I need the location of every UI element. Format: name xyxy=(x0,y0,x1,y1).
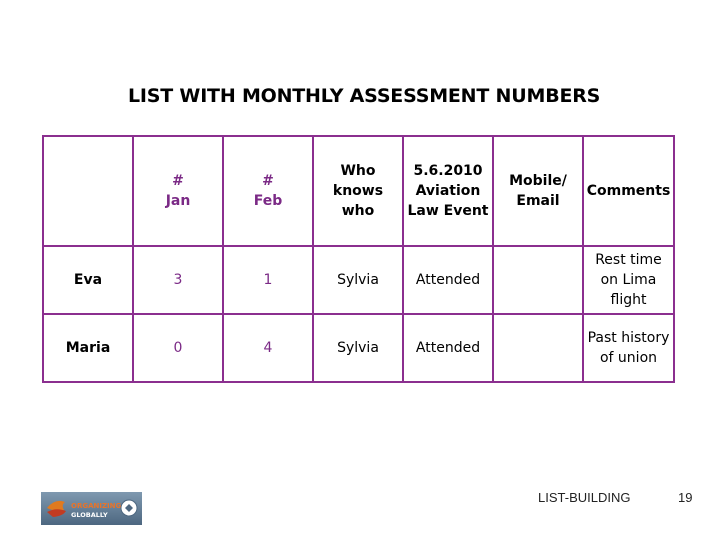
svg-text:GLOBALLY: GLOBALLY xyxy=(71,511,108,519)
row-name: Eva xyxy=(43,246,133,314)
header-comments: Comments xyxy=(583,136,674,246)
row-feb-value: 4 xyxy=(223,314,313,382)
row-event-status: Attended xyxy=(403,314,493,382)
row-name: Maria xyxy=(43,314,133,382)
row-comment: Past history of union xyxy=(583,314,674,382)
row-jan-value: 3 xyxy=(133,246,223,314)
row-who-knows: Sylvia xyxy=(313,314,403,382)
table-header-row xyxy=(43,136,674,246)
assessment-table xyxy=(42,135,675,383)
header-name-empty xyxy=(43,136,133,246)
table-row xyxy=(43,314,674,382)
header-feb: # Feb xyxy=(223,136,313,246)
page-number: 19 xyxy=(678,490,693,505)
organizing-globally-logo xyxy=(41,492,142,525)
row-comment: Rest time on Lima flight xyxy=(583,246,674,314)
slide-title: LIST WITH MONTHLY ASSESSMENT NUMBERS xyxy=(128,85,601,107)
header-jan: # Jan xyxy=(133,136,223,246)
row-contact xyxy=(493,246,583,314)
header-mobile-email: Mobile/ Email xyxy=(493,136,583,246)
row-event-status: Attended xyxy=(403,246,493,314)
svg-text:ORGANIZING: ORGANIZING xyxy=(71,502,122,510)
row-jan-value: 0 xyxy=(133,314,223,382)
footer-label: LIST-BUILDING xyxy=(538,490,631,505)
row-contact xyxy=(493,314,583,382)
row-feb-value: 1 xyxy=(223,246,313,314)
table-row xyxy=(43,246,674,314)
header-who-knows-who: Who knows who xyxy=(313,136,403,246)
row-who-knows: Sylvia xyxy=(313,246,403,314)
header-aviation-event: 5.6.2010 Aviation Law Event xyxy=(403,136,493,246)
